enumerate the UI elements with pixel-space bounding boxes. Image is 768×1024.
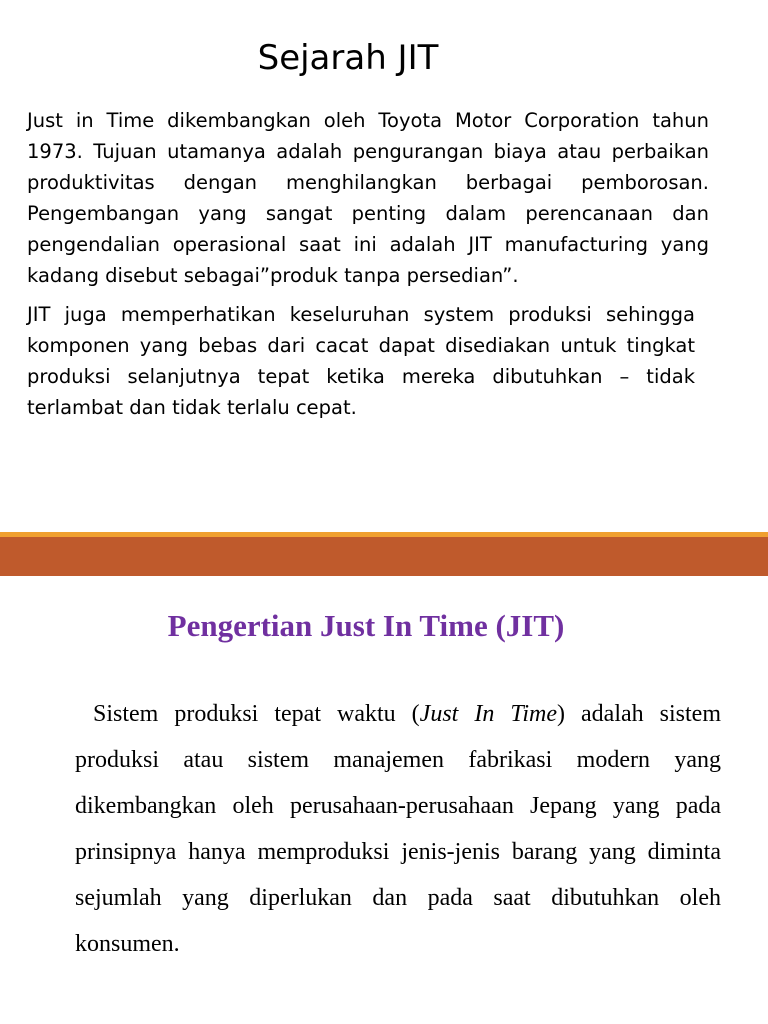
body-text-end: ) adalah sistem produksi atau sistem manajemen fabrikasi modern yang dikembangkan oleh perusahaan-perusahaan Jepang yang pada prinsipnya hanya memproduksi jenis-jenis barang yang diminta sejumlah yang diperlukan dan pada saat dibutuhkan oleh konsumen. (75, 701, 722, 957)
slide-pengertian-jit (0, 576, 768, 1024)
slide-title: Sejarah JIT (257, 38, 439, 78)
body-text-italic: Just In Time (419, 701, 558, 727)
slide-divider-band (0, 537, 768, 576)
slide-title: Pengertian Just In Time (JIT) (167, 608, 565, 643)
paragraph-history: Just in Time dikembangkan oleh Toyota Motor Corporation tahun 1973. Tujuan utamanya adalah pengurangan biaya atau perbaikan produktivitas dengan menghilangkan berbagai pemborosan. Pengembangan yang sangat penting dalam perencanaan dan pengendalian operasional saat ini adalah JIT manufacturing yang kadang disebut sebagai”produk tanpa persedian”. (27, 109, 709, 287)
definition-paragraph (75, 691, 721, 967)
body-text-start: Sistem produksi tepat waktu ( (93, 701, 420, 727)
paragraph-system: JIT juga memperhatikan keseluruhan system produksi sehingga komponen yang bebas dari cacat dapat disediakan untuk tingkat produksi selanjutnya tepat ketika mereka dibutuhkan – tidak terlambat dan tidak terlalu cepat. (27, 303, 695, 419)
